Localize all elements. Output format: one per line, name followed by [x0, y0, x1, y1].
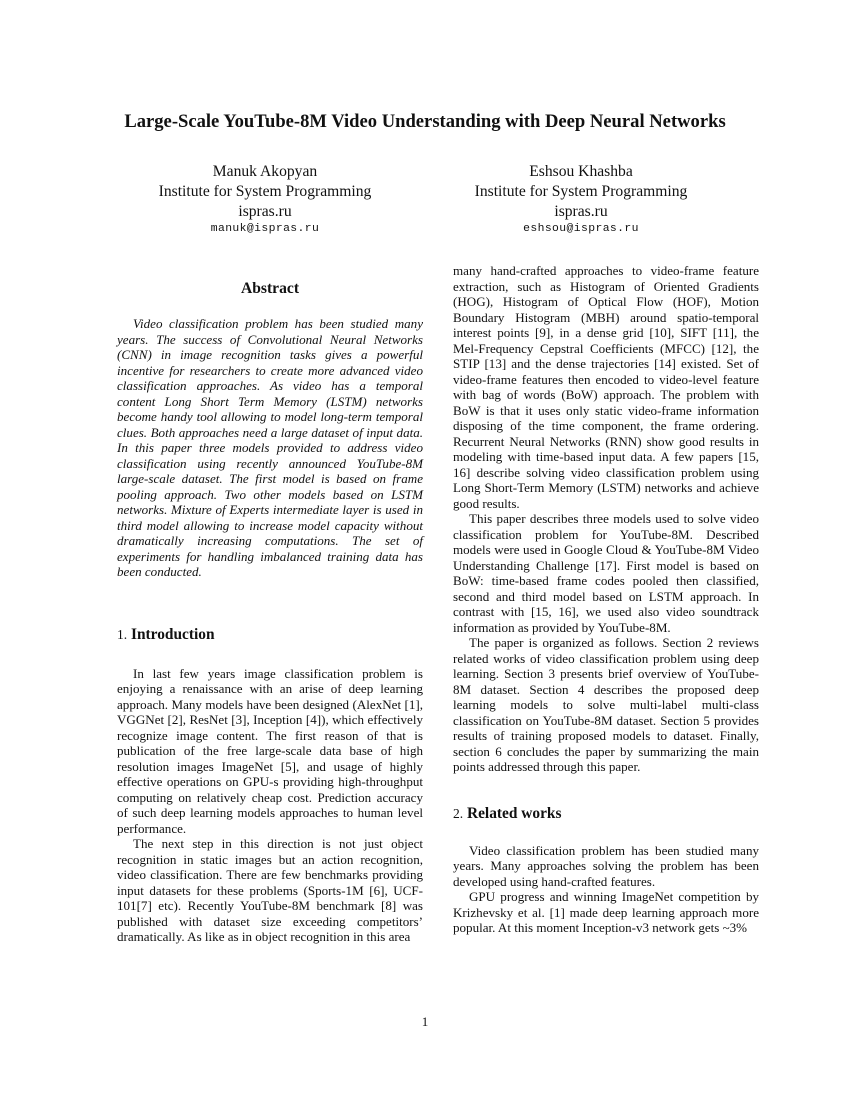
section-heading-introduction [117, 626, 423, 644]
author-site: ispras.ru [238, 203, 292, 220]
author-name: Manuk Akopyan [212, 163, 318, 180]
intro-paragraph: The next step in this direction is not just object recognition in static images but an action recognition, video classification. There are few benchmarks providing input datasets for these problems (Sports-1M [6], UCF-101[7] etc). Recently YouTube-8M benchmark [8] was published with dataset size exceeding competitors’ dramatically. As like as in object recognition in this area [117, 836, 423, 944]
author-affiliation: Institute for System Programming [158, 183, 372, 200]
related-paragraph: GPU progress and winning ImageNet competition by Krizhevsky et al. [1] made deep learning approach more popular. At this moment Inception-v3 network gets ~3% [453, 889, 759, 935]
paper-title: Large-Scale YouTube-8M Video Understanding with Deep Neural Networks [124, 111, 726, 132]
section-title: Introduction [130, 625, 215, 643]
body-paragraph: This paper describes three models used to solve video classification problem for YouTube-8M. Described models were used in Google Cloud & YouTube-8M Video Understanding Challenge [17]. First model is based on BoW: time-based frame codes pooled then classified, second and third model based on LSTM approach. In contrast with [15, 16], we used also video soundtrack information as provided by YouTube-8M. [453, 511, 759, 635]
section-title: Related works [466, 804, 562, 822]
section-number: 2. [453, 805, 464, 821]
body-paragraph: many hand-crafted approaches to video-frame feature extraction, such as Histogram of Oriented Gradients (HOG), Histogram of Optical Flow (HOF), Motion Boundary Histogram (MBH) around spatio-temporal interest points [9], in a dense grid [10], SIFT [11], the Mel-Frequency Cepstral Coefficients (MFCC) [12], the STIP [13] and the dense trajectories [14] existed. Set of video-frame features then encoded to video-level feature with bag of words (BoW) approach. The problem with BoW is that it uses only static video-frame information disposing of the time component, the frame ordering. Recurrent Neural Networks (RNN) show good results in modeling with time-based input data. A few papers [15, 16] describe solving video classification problem using Long Short-Term Memory (LSTM) networks and achieve good results. [453, 263, 759, 511]
author-block-2 [431, 162, 731, 236]
related-paragraph: Video classification problem has been studied many years. Many approaches solving the problem has been developed using hand-crafted features. [453, 842, 759, 889]
section-number: 1. [117, 626, 128, 642]
author-name: Eshsou Khashba [529, 163, 633, 180]
body-paragraph: The paper is organized as follows. Section 2 reviews related works of video classification problem using deep learning. Section 3 presents brief overview of YouTube-8M dataset. Section 4 describes the proposed deep learning models to solve multi-label multi-class classification on YouTube-8M dataset. Section 5 provides results of training proposed models to dataset. Finally, section 6 concludes the paper by summarizing the main points addressed through this paper. [453, 635, 759, 774]
author-email: manuk@ispras.ru [210, 223, 320, 235]
page-number: 1 [421, 1014, 429, 1029]
left-column [117, 258, 423, 945]
author-site: ispras.ru [554, 203, 608, 220]
author-block-1 [115, 162, 415, 236]
author-email: eshsou@ispras.ru [523, 223, 639, 235]
abstract-text: Video classification problem has been studied many years. The success of Convolutional Neural Networks (CNN) in image recognition tasks gives a powerful incentive for researchers to create more advanced video classification approaches. As video has a temporal content Long Short Term Memory (LSTM) networks become handy tool allowing to model long-term temporal clues. Both approaches need a large dataset of input data. In this paper three models provided to address video classification using recently announced YouTube-8M large-scale dataset. The first model is based on frame pooling approach. Two other models based on LSTM networks. Mixture of Experts intermediate layer is used in third model allowing to increase model capacity without dramatically increasing computations. The set of experiments for handling imbalanced training data has been conducted. [117, 316, 423, 579]
section-heading-related-works [453, 805, 759, 823]
right-column [453, 263, 759, 936]
intro-paragraph: In last few years image classification problem is enjoying a renaissance with an arise of deep learning approach. Many models have been designed (AlexNet [1], VGGNet [2], ResNet [3], Inception [4]), which effectively recognize image content. The first reason of that is publication of the free large-scale data base of high resolution images ImageNet [5], and usage of highly effective operations on GPU-s providing high-throughput computing on relatively cheap cost. Prediction accuracy of such deep learning models approaches to human level performance. [117, 665, 423, 836]
author-affiliation: Institute for System Programming [474, 183, 688, 200]
abstract-heading: Abstract [240, 280, 300, 297]
